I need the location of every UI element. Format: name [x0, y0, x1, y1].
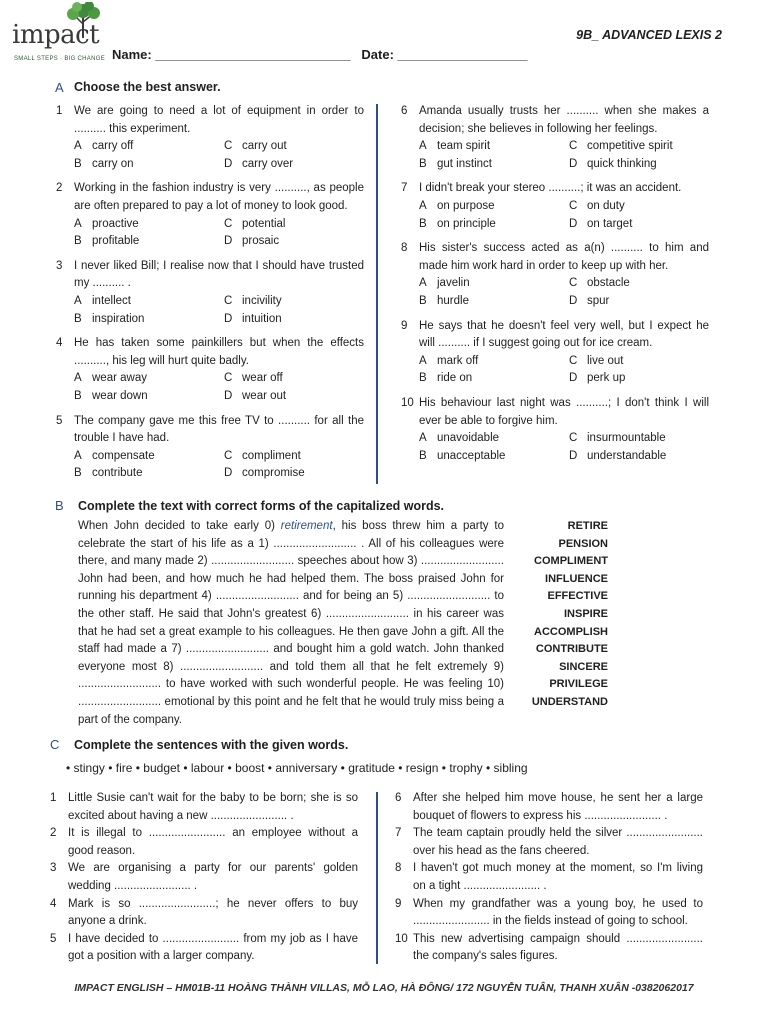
option-letter: B: [74, 157, 82, 170]
option-a[interactable]: [74, 448, 224, 466]
sentence-item: [395, 790, 703, 825]
answer-options: [74, 216, 364, 251]
option-letter: A: [419, 140, 427, 153]
question-number: 3: [56, 259, 63, 272]
passage-start: When John decided to take early 0): [78, 520, 281, 532]
option-letter: B: [419, 157, 427, 170]
question-item: [401, 318, 709, 388]
sentence-item: [395, 825, 703, 860]
question-text: I never liked Bill; I realise now that I should have trusted my .......... .: [74, 259, 364, 290]
sentence-number: 10: [395, 932, 408, 945]
option-letter: D: [224, 312, 233, 325]
section-c-divider: [376, 792, 378, 964]
option-text: unavoidable: [437, 432, 500, 445]
section-b-passage: [78, 518, 504, 729]
section-c-word-list: • stingy • fire • budget • labour • boost • anniversary • gratitude • resign • trophy • sibling: [66, 761, 528, 775]
option-text: unacceptable: [437, 449, 506, 462]
sentence-text: Little Susie can't wait for the baby to be born; she is so excited about having a new ........................ .: [68, 792, 358, 822]
section-b-title: Complete the text with correct forms of the capitalized words.: [78, 499, 445, 513]
answer-options: [419, 138, 709, 173]
worksheet-title: 9B_ ADVANCED LEXIS 2: [576, 28, 722, 42]
answer-options: [74, 138, 364, 173]
option-d[interactable]: [569, 293, 719, 311]
question-text: His sister's success acted as a(n) .......... to him and made him work hard in order to keep up with her.: [419, 242, 709, 272]
question-text: Amanda usually trusts her .......... when she makes a decision; she believes in following her feelings.: [419, 105, 709, 135]
sentence-text: When my grandfather was a young boy, he used to ........................ in the fields instead of going to school.: [413, 897, 703, 928]
sentence-item: [50, 860, 358, 895]
question-item: [401, 180, 709, 233]
option-text: on target: [587, 217, 633, 230]
option-d[interactable]: [569, 156, 719, 174]
sentence-number: 5: [50, 932, 57, 945]
option-text: on principle: [437, 217, 496, 230]
capitalized-word: INSPIRE: [563, 607, 608, 620]
passage-rest: , his boss threw him a party to celebrate the start of his life as a 1) .......................... . All of his colleagues were there, and many made 2) .......................... speeches about how 3) .......................... John had been, and how much he had helped them. The boss praised John for running his department 4) .......................... and for being an 5) .......................... to the other staff. He said that John's greatest 6) .......................... in his career was that he had set a great example to his colleagues. He then gave John a gift. All the staff had made a 7) .......................... and bought him a gold watch. John thanked everyone most 8) .......................... and told them all that he felt extremely 9) .......................... to have worked with such wonderful people. He was feeling 10) .......................... emotional by this point and he felt that he would truly miss being a part of the company.: [78, 520, 504, 726]
option-d[interactable]: [224, 388, 374, 406]
option-text: spur: [587, 294, 610, 307]
option-letter: C: [224, 140, 233, 153]
option-c[interactable]: [569, 430, 719, 448]
sentence-number: 6: [395, 792, 402, 804]
option-text: gut instinct: [437, 157, 492, 170]
answer-options: [419, 353, 709, 388]
sentence-number: 4: [50, 897, 57, 910]
option-text: quick thinking: [587, 157, 657, 170]
option-letter: B: [74, 467, 82, 480]
option-text: javelin: [437, 277, 470, 290]
option-text: carry on: [92, 157, 134, 170]
option-letter: A: [419, 277, 427, 290]
option-b[interactable]: [74, 156, 224, 174]
section-a-left-column: [56, 103, 364, 490]
name-date-line: [112, 47, 528, 62]
option-a[interactable]: [419, 198, 569, 216]
sentence-number: 2: [50, 827, 57, 840]
option-a[interactable]: [419, 275, 569, 293]
option-letter: A: [419, 354, 427, 367]
option-d[interactable]: [224, 465, 374, 483]
option-letter: B: [74, 235, 82, 248]
answer-options: [74, 293, 364, 328]
option-text: incivility: [242, 294, 282, 307]
question-item: [56, 103, 364, 173]
sentence-text: After she helped him move house, he sent her a large bouquet of flowers to express his ........................ .: [413, 792, 703, 822]
capitalized-word: COMPLIMENT: [534, 555, 608, 568]
logo-text: impact: [12, 20, 100, 50]
option-text: carry out: [242, 140, 287, 153]
option-a[interactable]: [74, 216, 224, 234]
sentence-number: 3: [50, 862, 57, 875]
question-text: We are going to need a lot of equipment in order to .......... this experiment.: [74, 105, 364, 135]
option-a[interactable]: [74, 293, 224, 311]
option-text: compromise: [242, 467, 305, 480]
option-text: understandable: [587, 449, 667, 462]
name-field-label: Name: ___________________________: [112, 47, 351, 62]
option-c[interactable]: [224, 448, 374, 466]
capitalized-word: EFFECTIVE: [547, 590, 608, 603]
option-letter: D: [224, 389, 233, 402]
option-b[interactable]: [74, 311, 224, 329]
option-letter: D: [569, 449, 578, 462]
section-a-title: Choose the best answer.: [74, 80, 221, 94]
option-letter: C: [569, 354, 578, 367]
option-a[interactable]: [419, 138, 569, 156]
option-letter: C: [224, 372, 233, 385]
question-number: 7: [401, 182, 408, 195]
option-text: proactive: [92, 217, 139, 230]
sentence-item: [395, 896, 703, 931]
option-c[interactable]: [569, 353, 719, 371]
option-text: wear away: [92, 372, 147, 385]
question-item: [401, 103, 709, 173]
option-letter: D: [224, 157, 233, 170]
option-d[interactable]: [224, 233, 374, 251]
option-d[interactable]: [569, 370, 719, 388]
page-footer: IMPACT ENGLISH – HM01B-11 HOÀNG THÀNH VILLAS, MỖ LAO, HÀ ĐÔNG/ 172 NGUYỄN TUÂN, THANH XUÂN -0382062017: [74, 982, 694, 994]
option-text: intellect: [92, 294, 131, 307]
logo-tagline: SMALL STEPS · BIG CHANGE: [14, 56, 105, 62]
capitalized-word: UNDERSTAND: [531, 695, 608, 708]
option-letter: C: [224, 449, 233, 462]
option-text: mark off: [437, 354, 479, 367]
option-a[interactable]: [74, 138, 224, 156]
sentence-text: We are organising a party for our parents' golden wedding ........................ .: [68, 862, 358, 892]
sentence-text: This new advertising campaign should ........................ the company's sales figures.: [413, 932, 703, 963]
date-field-label: Date: __________________: [361, 47, 528, 62]
question-item: [56, 413, 364, 483]
option-letter: C: [224, 294, 233, 307]
section-c-title: Complete the sentences with the given words.: [74, 738, 349, 752]
option-a[interactable]: [419, 430, 569, 448]
question-text: He says that he doesn't feel very well, but I expect he will .......... if I suggest going out for ice cream.: [419, 319, 709, 350]
option-b[interactable]: [74, 388, 224, 406]
capitalized-word: INFLUENCE: [545, 572, 608, 585]
question-text: The company gave me this free TV to .......... for all the trouble I have had.: [74, 414, 364, 445]
question-item: [401, 395, 709, 465]
option-b[interactable]: [419, 156, 569, 174]
option-letter: C: [569, 199, 578, 212]
option-letter: A: [419, 432, 427, 445]
option-letter: A: [419, 199, 427, 212]
sentence-text: I haven't got much money at the moment, so I'm living on a tight ........................ .: [413, 862, 703, 892]
option-b[interactable]: [419, 370, 569, 388]
option-text: wear out: [242, 389, 287, 402]
option-text: contribute: [92, 467, 143, 480]
option-letter: A: [74, 372, 82, 385]
option-text: wear off: [242, 372, 283, 385]
sentence-item: [50, 931, 358, 966]
question-text: He has taken some painkillers but when the effects .........., his leg will hurt quite badly.: [74, 337, 364, 367]
capitalized-word: PENSION: [558, 537, 608, 550]
capitalized-word: CONTRIBUTE: [535, 643, 608, 656]
capitalized-word: ACCOMPLISH: [534, 625, 608, 638]
sentence-number: 9: [395, 897, 402, 910]
question-item: [56, 258, 364, 328]
answer-options: [419, 198, 709, 233]
example-answer: retirement: [280, 520, 333, 532]
option-c[interactable]: [224, 216, 374, 234]
section-c-left-column: [50, 790, 358, 966]
option-text: ride on: [437, 372, 473, 385]
question-item: [401, 240, 709, 310]
option-text: carry off: [92, 140, 134, 153]
sentence-item: [395, 931, 703, 966]
answer-options: [419, 275, 709, 310]
section-c-right-column: [395, 790, 703, 966]
option-text: inspiration: [92, 312, 145, 325]
option-d[interactable]: [569, 216, 719, 234]
option-letter: D: [569, 294, 578, 307]
answer-options: [419, 430, 709, 465]
sentence-number: 1: [50, 792, 57, 804]
sentence-item: [395, 860, 703, 895]
option-text: on purpose: [437, 199, 495, 212]
sentence-number: 8: [395, 862, 402, 875]
capitalized-word: PRIVILEGE: [549, 678, 608, 691]
sentence-text: It is illegal to ........................ an employee without a good reason.: [68, 827, 358, 857]
option-b[interactable]: [74, 233, 224, 251]
option-d[interactable]: [569, 448, 719, 466]
option-a[interactable]: [74, 370, 224, 388]
option-letter: A: [74, 217, 82, 230]
option-text: team spirit: [437, 140, 491, 153]
option-d[interactable]: [224, 311, 374, 329]
option-letter: C: [569, 277, 578, 290]
option-letter: D: [569, 217, 578, 230]
question-item: [56, 335, 364, 405]
option-letter: B: [419, 217, 427, 230]
option-c[interactable]: [569, 198, 719, 216]
sentence-item: [50, 790, 358, 825]
option-c[interactable]: [569, 275, 719, 293]
option-text: prosaic: [242, 235, 280, 248]
section-a-letter: A: [55, 80, 64, 95]
option-text: on duty: [587, 199, 625, 212]
sentence-number: 7: [395, 827, 402, 840]
option-text: hurdle: [437, 294, 469, 307]
sentence-text: The team captain proudly held the silver ........................ over his head as the fans cheered.: [413, 827, 703, 857]
option-letter: B: [419, 294, 427, 307]
option-text: perk up: [587, 372, 626, 385]
option-text: carry over: [242, 157, 294, 170]
option-letter: A: [74, 294, 82, 307]
option-letter: C: [569, 140, 578, 153]
option-b[interactable]: [419, 293, 569, 311]
option-letter: C: [224, 217, 233, 230]
option-letter: B: [419, 449, 427, 462]
option-d[interactable]: [224, 156, 374, 174]
question-number: 10: [401, 396, 414, 409]
option-letter: D: [224, 467, 233, 480]
sentence-text: I have decided to ........................ from my job as I have got a position with a larger company.: [68, 932, 358, 963]
section-c-letter: C: [50, 737, 60, 752]
option-text: obstacle: [587, 277, 630, 290]
option-c[interactable]: [224, 370, 374, 388]
section-b-letter: B: [55, 498, 64, 513]
question-number: 9: [401, 319, 408, 332]
option-text: potential: [242, 217, 286, 230]
option-b[interactable]: [419, 448, 569, 466]
option-c[interactable]: [224, 138, 374, 156]
option-b[interactable]: [419, 216, 569, 234]
question-number: 2: [56, 182, 63, 195]
option-text: wear down: [92, 389, 148, 402]
option-text: compensate: [92, 449, 155, 462]
option-letter: A: [74, 140, 82, 153]
question-text: Working in the fashion industry is very .........., as people are often prepared to pay a lot of money to look good.: [74, 182, 364, 212]
sentence-text: Mark is so ........................; he never offers to buy anyone a drink.: [68, 897, 358, 928]
option-letter: B: [419, 372, 427, 385]
sentence-item: [50, 896, 358, 931]
option-letter: B: [74, 312, 82, 325]
option-letter: C: [569, 432, 578, 445]
question-number: 4: [56, 337, 63, 350]
option-letter: D: [569, 157, 578, 170]
option-letter: B: [74, 389, 82, 402]
capitalized-word: RETIRE: [567, 520, 608, 532]
option-b[interactable]: [74, 465, 224, 483]
question-text: His behaviour last night was ..........; I don't think I will ever be able to forgive him.: [419, 396, 709, 427]
option-a[interactable]: [419, 353, 569, 371]
question-item: [56, 180, 364, 250]
sentence-item: [50, 825, 358, 860]
option-letter: A: [74, 449, 82, 462]
option-letter: D: [569, 372, 578, 385]
section-a-right-column: [401, 103, 709, 472]
question-number: 5: [56, 414, 63, 427]
section-b-word-column: [518, 518, 608, 712]
question-number: 6: [401, 105, 408, 117]
option-text: intuition: [242, 312, 282, 325]
question-number: 1: [56, 105, 63, 117]
option-text: live out: [587, 354, 624, 367]
question-text: I didn't break your stereo ..........; it was an accident.: [419, 182, 682, 195]
answer-options: [74, 370, 364, 405]
option-c[interactable]: [224, 293, 374, 311]
option-text: insurmountable: [587, 432, 666, 445]
option-text: compliment: [242, 449, 301, 462]
option-text: competitive spirit: [587, 140, 673, 153]
capitalized-word: SINCERE: [559, 660, 608, 673]
option-c[interactable]: [569, 138, 719, 156]
section-a-divider: [376, 104, 378, 484]
option-letter: D: [224, 235, 233, 248]
question-number: 8: [401, 242, 408, 255]
option-text: profitable: [92, 235, 140, 248]
answer-options: [74, 448, 364, 483]
